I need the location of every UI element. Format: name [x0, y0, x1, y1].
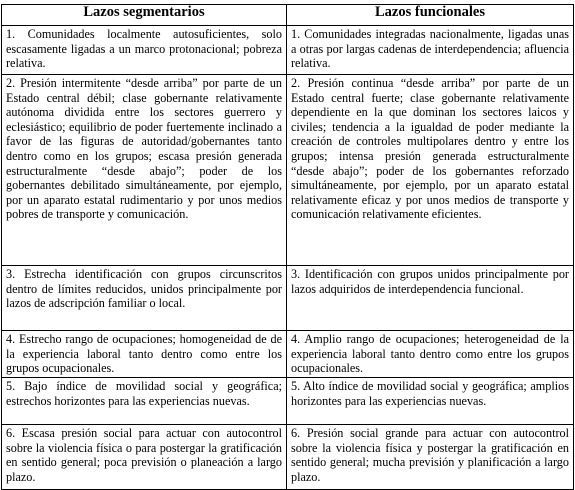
header-row: [2, 5, 574, 26]
cell-segmentarios: 4. Estrecho rango de ocupaciones; homogeneidad de de la experiencia laboral tanto dentro como entre los grupos ocupacionales.: [2, 331, 287, 378]
cell-funcionales: 4. Amplio rango de ocupaciones; heterogeneidad de la experiencia laboral tanto dentro como entre los grupos ocupacionales.: [287, 331, 574, 378]
header-lazos-segmentarios: Lazos segmentarios: [2, 5, 287, 26]
cell-segmentarios: 2. Presión intermitente “desde arriba” por parte de un Estado central débil; clase gobernante relativamente autónoma dividida entre los sectores guerrero y eclesiástico; equilibrio de poder fuertemente inclinado a favor de las figuras de autoridad/gobernantes tanto dentro como en los grupos; escasa presión generada estructuralmente “desde abajo”; poder de los gobernantes debilitado simultáneamente, por ejemplo, por un aparato estatal rudimentario y por unos medios pobres de transporte y comunicación.: [2, 75, 287, 266]
cell-segmentarios: 3. Estrecha identificación con grupos circunscritos dentro de límites reducidos, unidos principalmente por lazos de adscripción familiar o local.: [2, 266, 287, 331]
cell-funcionales: 3. Identificación con grupos unidos principalmente por lazos adquiridos de interdependencia funcional.: [287, 266, 574, 331]
table-row: [2, 331, 574, 378]
table-row: [2, 425, 574, 490]
table-row: [2, 75, 574, 266]
cell-funcionales: 6. Presión social grande para actuar con autocontrol sobre la violencia física y postergar la gratificación en sentido general; mucha previsión y planificación a largo plazo.: [287, 425, 574, 490]
table-row: [2, 26, 574, 75]
cell-funcionales: 1. Comunidades integradas nacionalmente, ligadas unas a otras por largas cadenas de interdependencia; afluencia relativa.: [287, 26, 574, 75]
cell-funcionales: 5. Alto índice de movilidad social y geográfica; amplios horizontes para las experiencias nuevas.: [287, 378, 574, 425]
table-row: [2, 378, 574, 425]
cell-segmentarios: 6. Escasa presión social para actuar con autocontrol sobre la violencia física o para postergar la gratificación en sentido general; poca previsión o planeación a largo plazo.: [2, 425, 287, 490]
cell-segmentarios: 1. Comunidades localmente autosuficientes, solo escasamente ligadas a un marco protonacional; pobreza relativa.: [2, 26, 287, 75]
header-lazos-funcionales: Lazos funcionales: [287, 5, 574, 26]
cell-funcionales: 2. Presión continua “desde arriba” por parte de un Estado central fuerte; clase gobernante relativamente dependiente en la que dominan los sectores laicos y civiles; tendencia a la igualdad de poder mediante la creación de controles multipolares dentro y entre los grupos; intensa presión generada estructuralmente “desde abajo”; poder de los gobernantes reforzado simultáneamente, por ejemplo, por un aparato estatal relativamente eficaz y por unos medios de transporte y comunicación relativamente eficientes.: [287, 75, 574, 266]
comparison-table: [1, 4, 574, 490]
table-row: [2, 266, 574, 331]
cell-segmentarios: 5. Bajo índice de movilidad social y geográfica; estrechos horizontes para las experiencias nuevas.: [2, 378, 287, 425]
